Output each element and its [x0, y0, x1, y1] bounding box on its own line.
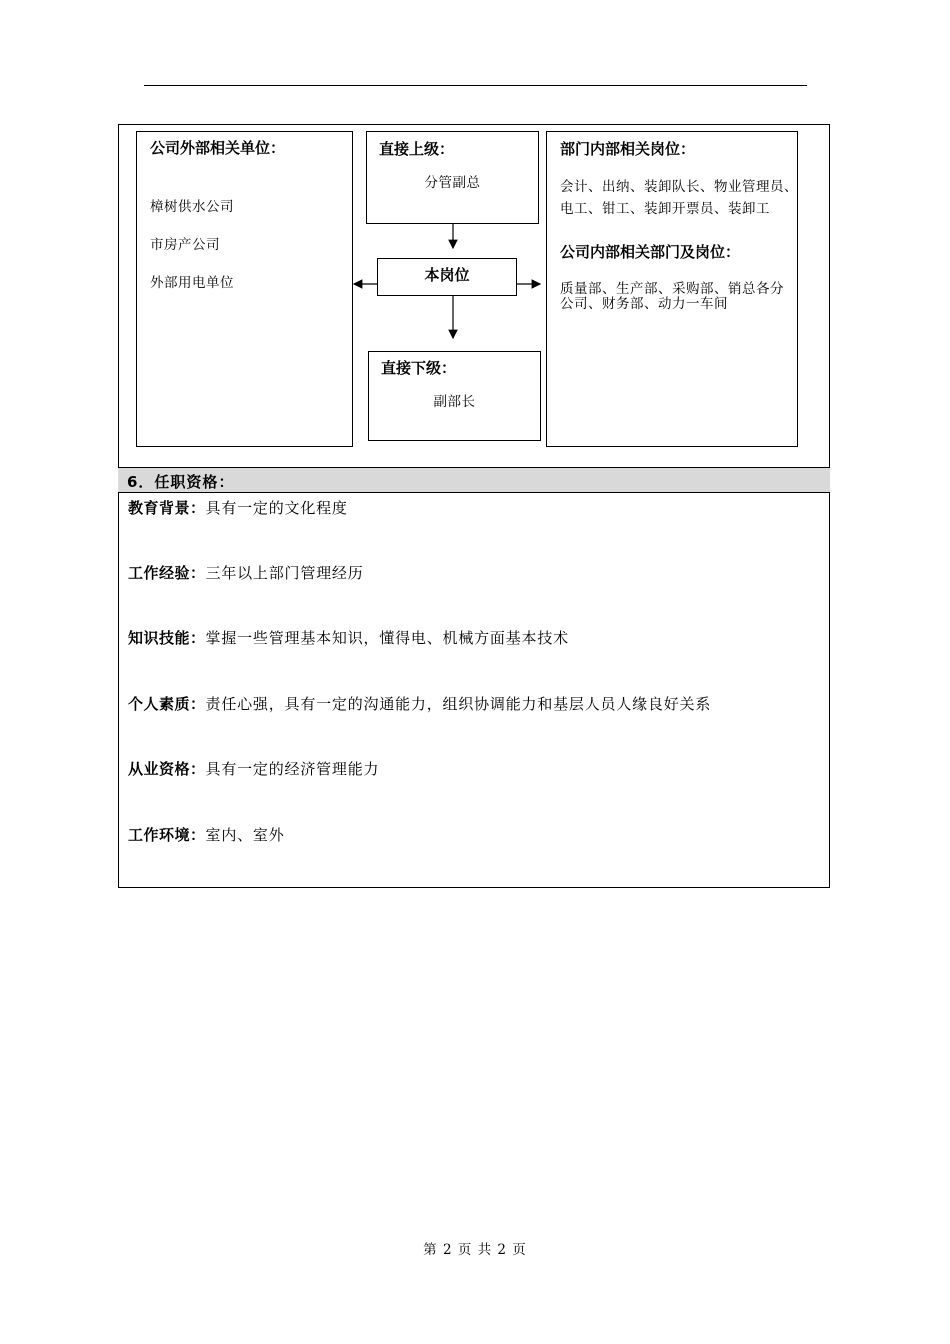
qualification-value: 掌握一些管理基本知识，懂得电、机械方面基本技术 — [205, 629, 569, 647]
qualifications-section-header — [118, 467, 830, 493]
qualification-value: 室内、室外 — [205, 826, 285, 844]
current-position-title: 本岗位 — [424, 266, 470, 284]
external-units-title: 公司外部相关单位： — [150, 139, 286, 157]
company-internal-line: 公司、财务部、动力一车间 — [560, 296, 728, 312]
dept-internal-line: 电工、钳工、装卸开票员、装卸工 — [560, 201, 770, 217]
external-unit-item: 外部用电单位 — [150, 275, 234, 291]
external-unit-item: 市房产公司 — [150, 237, 220, 253]
qualifications-section-title: 6．任职资格： — [127, 473, 235, 491]
direct-subordinate-title: 直接下级： — [381, 359, 457, 377]
external-unit-item: 樟树供水公司 — [150, 199, 234, 215]
qualification-value: 具有一定的文化程度 — [205, 499, 348, 517]
qualification-row — [128, 562, 364, 583]
qualification-label: 知识技能： — [128, 629, 206, 647]
company-internal-line: 质量部、生产部、采购部、销总各分 — [560, 281, 784, 297]
qualification-row — [128, 497, 348, 518]
page-number-footer: 第 2 页 共 2 页 — [423, 1242, 527, 1258]
qualification-row — [128, 758, 379, 779]
company-internal-title: 公司内部相关部门及岗位： — [560, 243, 741, 261]
qualification-label: 教育背景： — [128, 499, 206, 517]
dept-internal-line: 会计、出纳、装卸队长、物业管理员、 — [560, 179, 798, 195]
direct-subordinate-value: 副部长 — [433, 394, 476, 410]
qualification-label: 个人素质： — [128, 695, 206, 713]
dept-internal-title: 部门内部相关岗位： — [560, 140, 696, 158]
qualification-value: 具有一定的经济管理能力 — [205, 760, 380, 778]
direct-superior-title: 直接上级： — [379, 140, 455, 158]
qualification-label: 工作经验： — [128, 564, 206, 582]
qualification-row — [128, 693, 711, 714]
qualification-label: 从业资格： — [128, 760, 206, 778]
qualification-row — [128, 824, 285, 845]
qualification-value: 三年以上部门管理经历 — [205, 564, 364, 582]
qualification-label: 工作环境： — [128, 826, 206, 844]
direct-superior-value: 分管副总 — [424, 175, 481, 191]
qualification-row — [128, 627, 569, 648]
qualification-value: 责任心强，具有一定的沟通能力，组织协调能力和基层人员人缘良好关系 — [205, 695, 712, 713]
